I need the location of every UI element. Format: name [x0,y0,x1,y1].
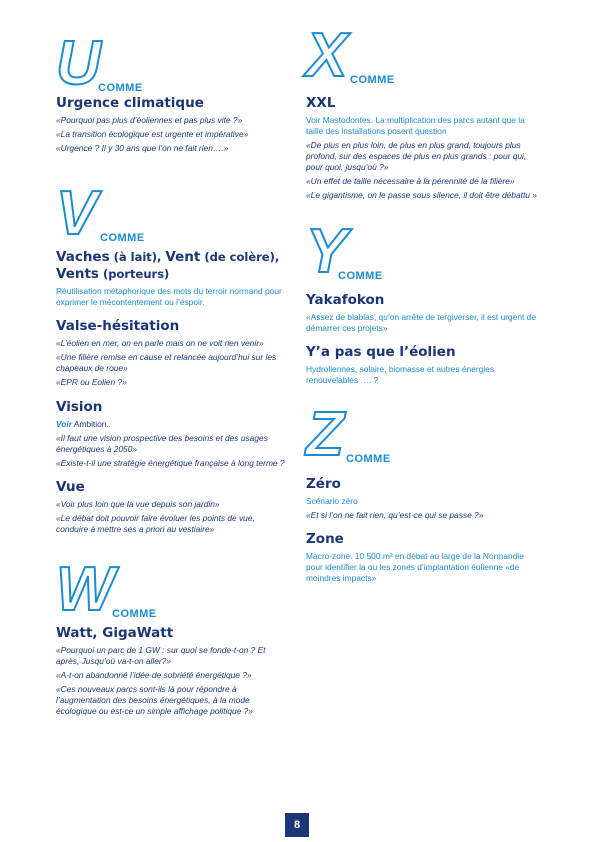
letter-z-heading [306,400,506,469]
entry-title: Yakafokon [306,292,385,308]
entry-line: Scénario zéro [306,496,358,506]
letter-u-heading [56,29,256,98]
letter-y-heading [306,217,506,286]
letter-v-heading [56,179,256,248]
big-letter-z: Z [306,400,342,469]
entry-vue [56,479,288,538]
entry-yakafokon [306,292,540,337]
comme-label: COMME [98,82,143,94]
title-part: (de colère), [200,250,280,264]
entry-line: «L’éolien en mer, on en parle mais on ne voit rien venir» [56,338,264,348]
entry-line: «Il faut une vision prospective des besoins et des usages énergétiques à 2050» [56,433,268,454]
entry-title: Y’a pas que l’éolien [306,344,456,360]
entry-xxl [306,95,540,204]
entry-line: Réutilisation métaphorique des mots du terroir normand pour exprimer le mécontentement ou l’espoir. [56,286,282,307]
big-letter-v: V [56,179,96,248]
entry-zone [306,531,540,587]
entry-urgence-climatique [56,95,288,157]
entry-title: Zone [306,531,344,547]
entry-ya-pas-que-l-eolien [306,344,540,389]
entry-title: Watt, GigaWatt [56,625,174,641]
entry-title: XXL [306,95,336,111]
title-part: (porteurs) [98,267,170,281]
entry-vaches-vent-vents [56,249,288,311]
entry-line: «La transition écologique est urgente et impérative» [56,129,249,139]
entry-see-also [56,419,288,430]
page-number: 8 [285,813,309,837]
letter-w-heading [56,555,256,624]
voir-target: Ambition. [71,419,109,429]
entry-watt-gigawatt [56,625,288,720]
big-letter-w: W [56,555,113,624]
title-part: (à lait), [109,250,166,264]
comme-label: COMME [350,74,395,86]
entry-line: Voir Mastodontes. La multiplication des parcs autant que la taille des installations posent question [306,115,525,136]
entry-line: «Le débat doit pouvoir faire évoluer les points de vue, conduire à mettre ses a priori au vestiaire» [56,513,255,534]
letter-x-heading [306,21,506,90]
title-part: Vent [165,249,201,265]
entry-line: «A-t-on abandonné l’idée de sobriété énergétique ?» [56,670,252,680]
entry-line: «Assez de blablas, qu’on arrête de tergiverser, il est urgent de démarrer ces projets» [306,312,536,333]
title-part: Vents [56,266,99,282]
voir-label: Voir [56,419,72,429]
entry-line: «Une filière remise en cause et relancée aujourd’hui sur les chapeaux de roue» [56,352,277,373]
entry-line: «Urgence ? Il y 30 ans que l’on ne fait rien….» [56,143,229,153]
entry-line: «Et si l’on ne fait rien, qu’est-ce qui se passe ?» [306,510,484,520]
entry-line: «De plus en plus loin, de plus en plus grand, toujours plus profond, sur des espaces de plus en plus grands : pour qui, pour quoi, jusqu’où ?» [306,140,527,172]
entry-valse-hesitation [56,318,288,391]
entry-line: Macro-zone. 10 500 m² en débat au large de la Normandie pour identifier la ou les zones d’implantation éolienne «de moindres impacts» [306,551,524,583]
entry-line: «Le gigantisme, on le passe sous silence, il doit être débattu » [306,190,537,200]
entry-title: Vue [56,479,85,495]
entry-title: Urgence climatique [56,95,204,111]
big-letter-x: X [306,21,346,90]
entry-line: «Existe-t-il une stratégie énergétique française à long terme ? [56,458,285,468]
entry-line: Hydroliennes, solaire, biomasse et autres énergies renouvelables …. ? [306,364,495,385]
big-letter-y: Y [306,217,346,286]
entry-line: «Voir plus loin que la vue depuis son jardin» [56,499,220,509]
entry-line: «Un effet de taille nécessaire à la pérennité de la filière» [306,176,515,186]
comme-label: COMME [338,270,383,282]
comme-label: COMME [112,608,157,620]
title-part: Vaches [56,249,110,265]
entry-title: Zéro [306,476,341,492]
entry-line: «EPR ou Eolien ?» [56,377,127,387]
comme-label: COMME [346,453,391,465]
entry-zero [306,476,540,524]
entry-title [56,249,288,283]
entry-title: Valse-hésitation [56,318,180,334]
entry-title: Vision [56,399,103,415]
entry-line: «Pourquoi un parc de 1 GW : sur quoi se fonde-t-on ? Et après, Jusqu’où va-t-on aller?» [56,645,266,666]
comme-label: COMME [100,232,145,244]
entry-line: «Ces nouveaux parcs sont-ils là pour répondre à l’augmentation des besoins énergétiques, à la mode écologique ou est-ce un simple affichage politique ?» [56,684,253,716]
entry-vision [56,399,288,472]
entry-line: «Pourquoi pas plus d’éoliennes et pas plus vite ?» [56,115,243,125]
big-letter-u: U [56,29,99,98]
